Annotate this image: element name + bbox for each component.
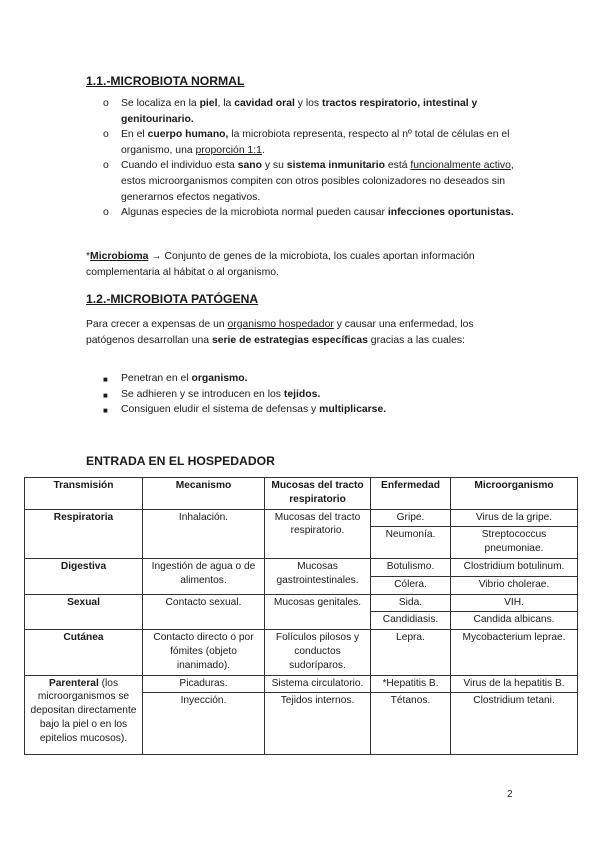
cell-enfermedad: Candidiasis. xyxy=(371,612,451,630)
circle-bullet-icon: o xyxy=(103,129,109,141)
text-run: , estos microorganismos compiten con otros posibles colonizadores no deseados sin generarnos efectos negativos. xyxy=(121,160,514,203)
text-run: cuerpo humano, xyxy=(147,129,229,141)
text-run: . xyxy=(261,144,265,156)
text-run: organismo hospedador xyxy=(227,319,334,330)
text-run: la microbiota representa, respecto al nº total de células en el organismo, una xyxy=(121,129,510,156)
text-run: organismo. xyxy=(191,373,248,384)
list-item xyxy=(103,158,523,205)
text-run: serie de estrategias específicas xyxy=(211,334,368,346)
text-run: , la xyxy=(217,98,235,109)
cell-microorganismo: Mycobacterium leprae. xyxy=(451,630,578,675)
header-microorganismo: Microorganismo xyxy=(451,478,578,510)
text-run: funcionalmente activo xyxy=(410,160,511,172)
list-item xyxy=(103,387,523,403)
cell-microorganismo: Clostridium tetani. xyxy=(451,693,578,755)
text-run: tejidos. xyxy=(283,388,321,400)
text-run: sano xyxy=(237,160,262,172)
table-header-row xyxy=(25,478,578,510)
cell-transmision: Respiratoria xyxy=(25,509,143,558)
microbioma-term: Microbioma xyxy=(90,251,149,262)
text-run: Penetran en el xyxy=(121,373,192,384)
square-bullet-icon: ■ xyxy=(103,375,108,384)
table-row xyxy=(25,630,578,675)
text-run: cavidad oral xyxy=(234,98,295,109)
cell-microorganismo: Candida albicans. xyxy=(451,612,578,630)
cell-mucosas: Tejidos internos. xyxy=(265,693,371,755)
table-row xyxy=(25,594,578,612)
circle-bullet-icon: o xyxy=(103,98,109,109)
cell-mucosas: Mucosas genitales. xyxy=(265,594,371,630)
text-run: En el xyxy=(121,129,148,141)
cell-enfermedad: Neumonía. xyxy=(371,527,451,559)
cell-enfermedad: Tétanos. xyxy=(371,693,451,755)
cell-mecanismo: Inhalación. xyxy=(143,509,265,558)
section-1-list xyxy=(103,96,523,221)
list-item xyxy=(103,371,523,387)
text-run: piel xyxy=(199,98,218,109)
text-run: proporción 1:1 xyxy=(195,144,262,156)
text-run: infecciones oportunistas. xyxy=(387,207,514,219)
text-run: y su xyxy=(261,160,287,172)
header-mucosas: Mucosas del tracto respiratorio xyxy=(265,478,371,510)
cell-enfermedad: Gripe. xyxy=(371,509,451,527)
list-item xyxy=(103,96,523,127)
cell-transmision: Sexual xyxy=(25,594,143,630)
header-transmision: Transmisión xyxy=(25,478,143,510)
circle-bullet-icon: o xyxy=(103,160,109,172)
text-run: Se adhieren y se introducen en los xyxy=(121,388,284,400)
cell-mecanismo: Ingestión de agua o de alimentos. xyxy=(143,558,265,594)
circle-bullet-icon: o xyxy=(103,207,109,219)
cell-enfermedad: Lepra. xyxy=(371,630,451,675)
cell-enfermedad: Cólera. xyxy=(371,576,451,594)
cell-mucosas: Folículos pilosos y conductos sudoríparos. xyxy=(265,630,371,675)
page-number: 2 xyxy=(507,789,513,800)
cell-mecanismo: Inyección. xyxy=(143,693,265,755)
cell-enfermedad: *Hepatitis B. xyxy=(371,675,451,693)
section-1-title: 1.1.-MICROBIOTA NORMAL xyxy=(86,74,245,88)
cell-microorganismo: Virus de la hepatitis B. xyxy=(451,675,578,693)
table-row xyxy=(25,558,578,576)
cell-mucosas: Mucosas gastrointestinales. xyxy=(265,558,371,594)
header-enfermedad: Enfermedad xyxy=(371,478,451,510)
cell-enfermedad: Botulismo. xyxy=(371,558,451,576)
text-run: y causar una enfermedad, los patógenos desarrollan una xyxy=(86,319,474,346)
cell-microorganismo: Vibrio cholerae. xyxy=(451,576,578,594)
cell-transmision: Digestiva xyxy=(25,558,143,594)
list-item xyxy=(103,402,523,418)
list-item xyxy=(103,127,523,158)
cell-microorganismo: Clostridium botulinum. xyxy=(451,558,578,576)
table-row xyxy=(25,509,578,527)
cell-transmision-parenteral: Parenteral (los microorganismos se depositan directamente bajo la piel o en los epitelios mucosos). xyxy=(25,675,143,755)
header-mecanismo: Mecanismo xyxy=(143,478,265,510)
cell-mecanismo: Contacto directo o por fómites (objeto inanimado). xyxy=(143,630,265,675)
cell-transmision: Cutánea xyxy=(25,630,143,675)
text-run: Cuando el individuo esta xyxy=(121,160,238,172)
entry-table xyxy=(24,477,578,755)
text-run: Se localiza en la xyxy=(121,98,200,109)
text-run: gracias a las cuales: xyxy=(367,334,465,346)
section-2-intro xyxy=(86,317,516,348)
text-run: Para crecer a expensas de un xyxy=(86,319,228,330)
text-run: Algunas especies de la microbiota normal pueden causar xyxy=(121,207,388,219)
text-run: está xyxy=(384,160,411,172)
section-2-title: 1.2.-MICROBIOTA PATÓGENA xyxy=(86,292,259,306)
table-row xyxy=(25,675,578,693)
section-2-list xyxy=(103,371,523,418)
microbioma-definition: Conjunto de genes de la microbiota, los cuales aportan información complementaria al hábitat o al organismo. xyxy=(86,251,475,278)
microbioma-note: *Microbioma → Conjunto de genes de la microbiota, los cuales aportan información complementaria al hábitat o al organismo. xyxy=(86,251,475,278)
cell-microorganismo: Virus de la gripe. xyxy=(451,509,578,527)
cell-mucosas: Mucosas del tracto respiratorio. xyxy=(265,509,371,558)
text-run: tractos respiratorio, intestinal y genitourinario. xyxy=(121,98,478,125)
table-title: ENTRADA EN EL HOSPEDADOR xyxy=(86,454,275,468)
square-bullet-icon: ■ xyxy=(103,406,108,416)
cell-mucosas: Sistema circulatorio. xyxy=(265,675,371,693)
text-run: multiplicarse. xyxy=(319,404,387,416)
text-run: Consiguen eludir el sistema de defensas y xyxy=(121,404,320,416)
cell-mecanismo: Picaduras. xyxy=(143,675,265,693)
cell-microorganismo: Streptococcus pneumoniae. xyxy=(451,527,578,559)
cell-enfermedad: Sida. xyxy=(371,594,451,612)
cell-microorganismo: VIH. xyxy=(451,594,578,612)
cell-mecanismo: Contacto sexual. xyxy=(143,594,265,630)
square-bullet-icon: ■ xyxy=(103,390,108,400)
text-run: y los xyxy=(294,98,322,109)
list-item xyxy=(103,205,523,221)
text-run: sistema inmunitario xyxy=(286,160,385,172)
